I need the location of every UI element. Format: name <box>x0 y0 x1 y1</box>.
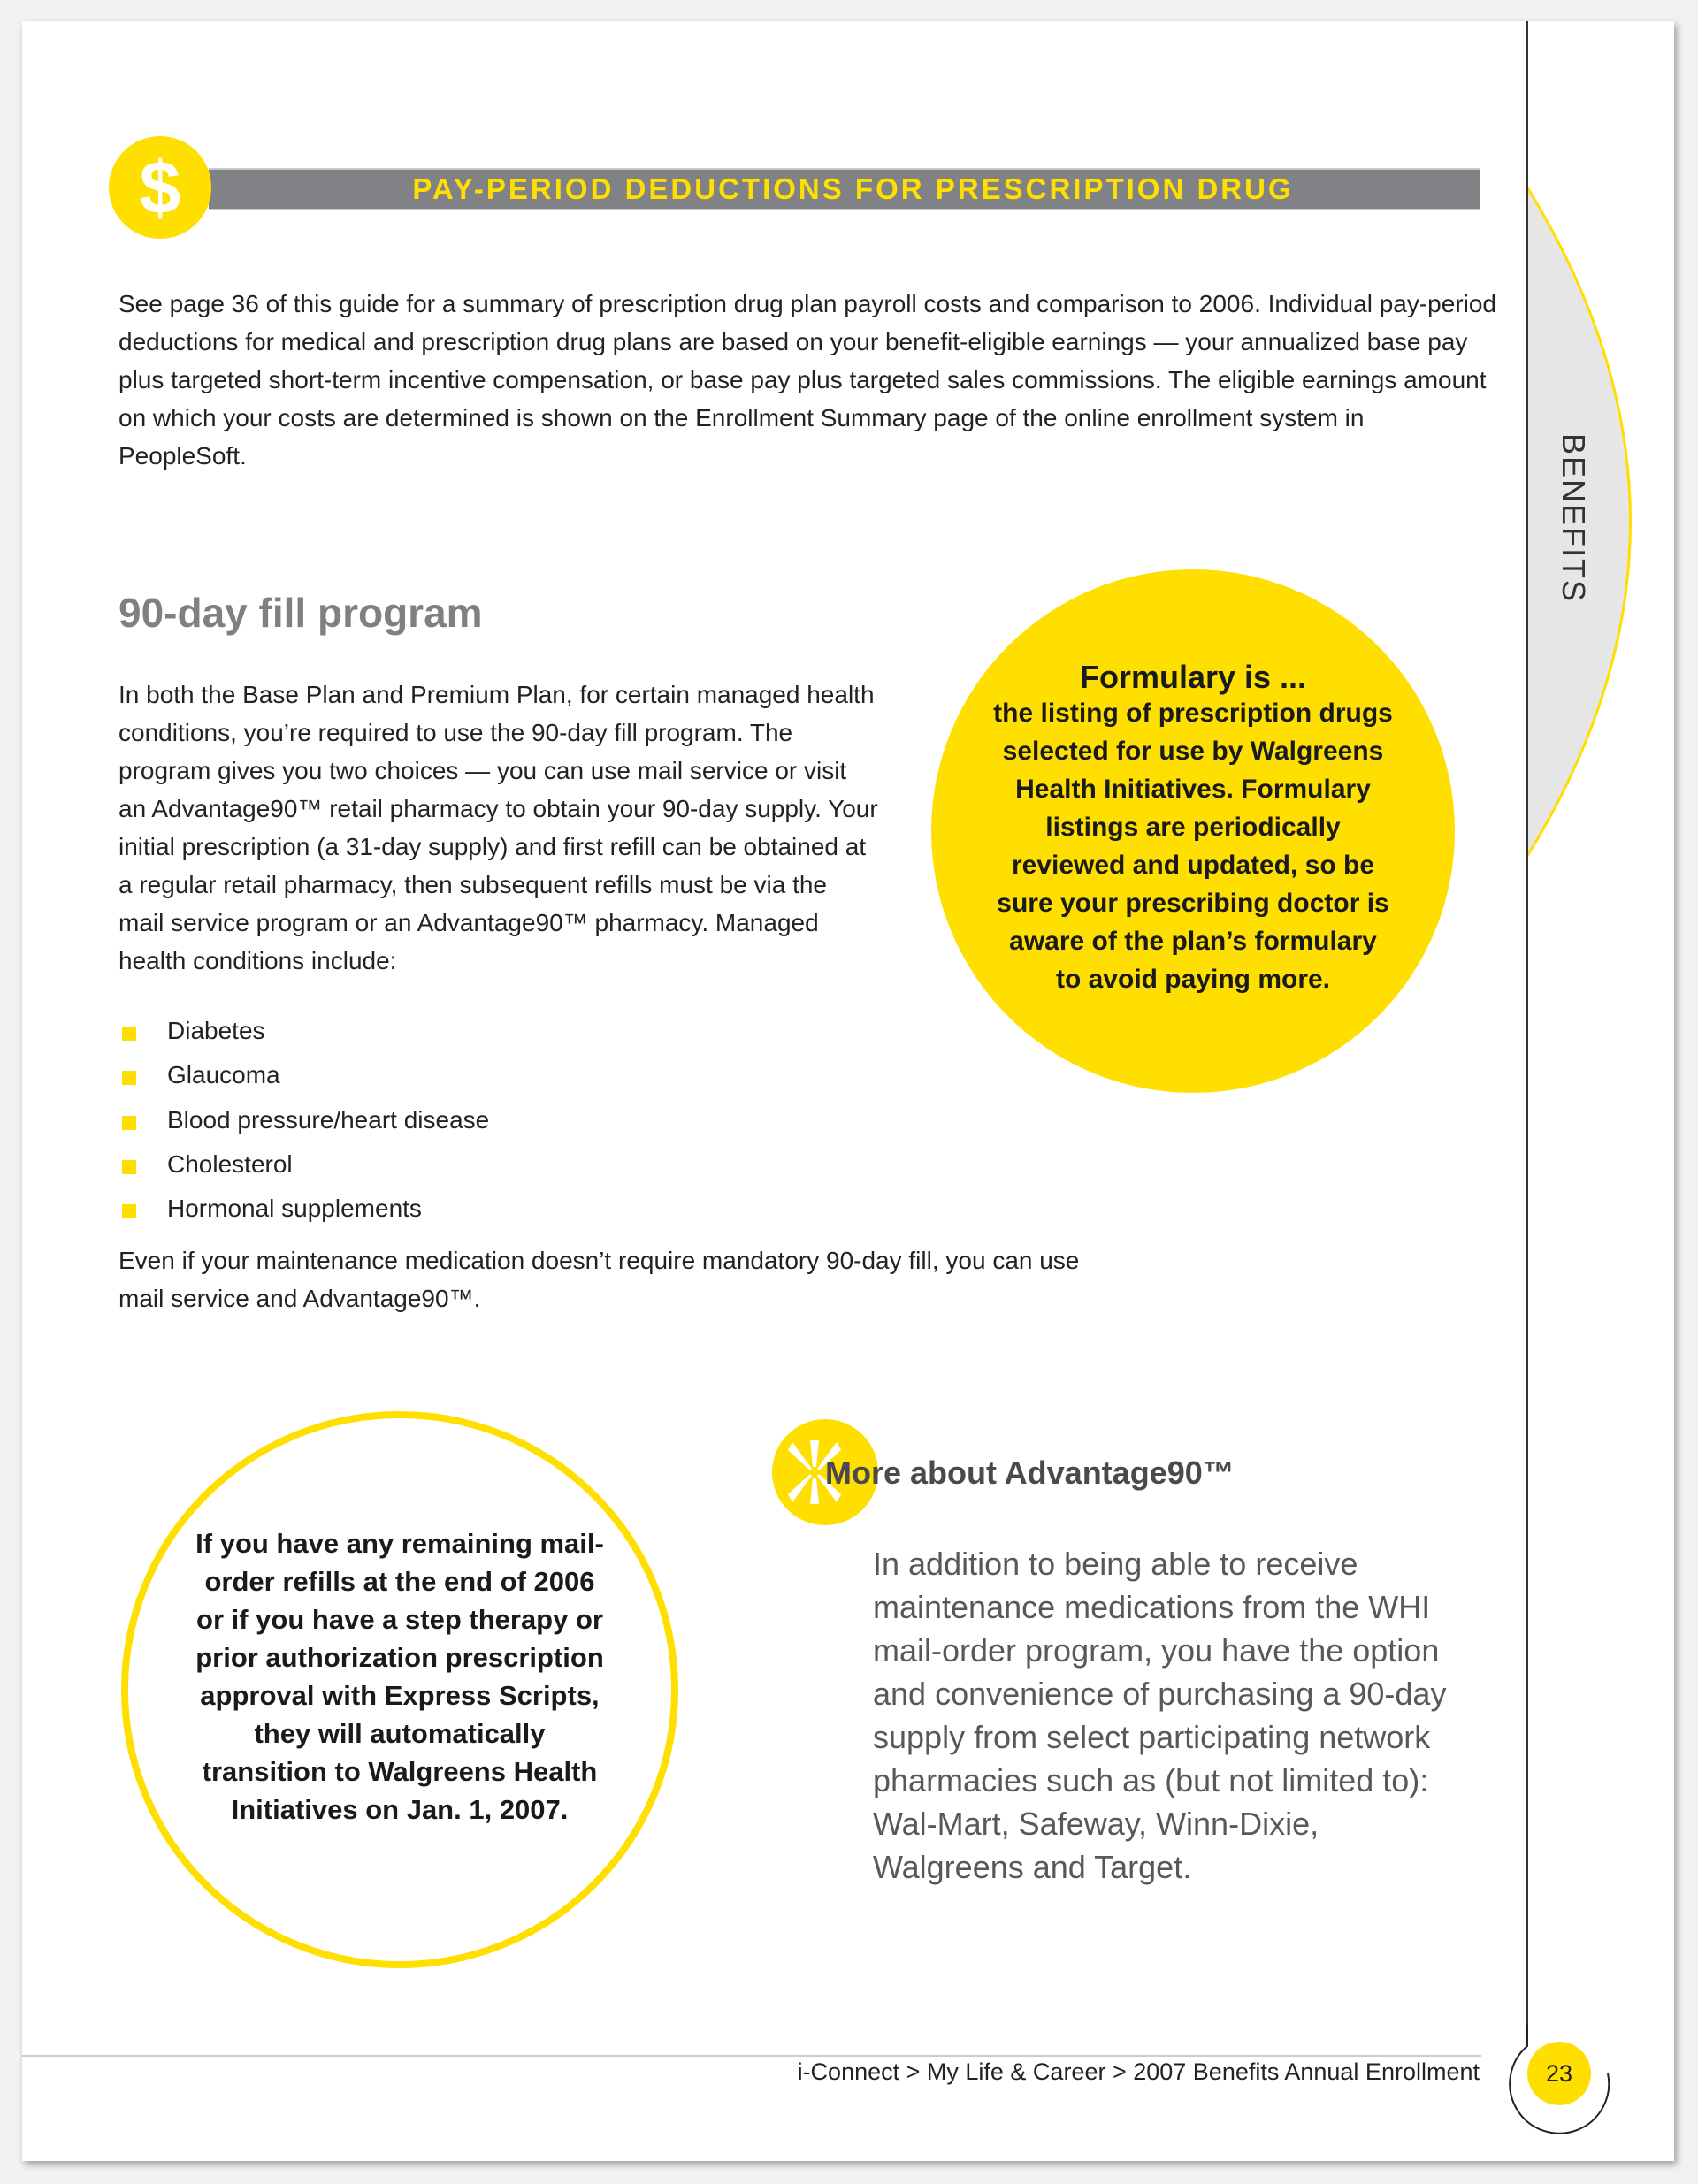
advantage-body: In addition to being able to receive maintenance medications from the WHI mail-order program, you have the option and convenience of purchasing a 90-day supply from select participating network pharmacies such as (but not limited to): Wal-Mart, Safeway, Winn-Dixie, Walgreens and Target. <box>873 1546 1447 1885</box>
fill-program-body: In both the Base Plan and Premium Plan, for certain managed health conditions, you’re required to use the 90-day fill program. The program gives you two choices — you can use mail service or visit an Advantage90™ retail pharmacy to obtain your 90-day supply. Your initial prescription (a 31-day supply) and first refill can be obtained at a regular retail pharmacy, then subsequent refills must be via the mail service program or an Advantage90™ pharmacy. Managed health conditions include: <box>119 681 878 974</box>
bullet-icon <box>122 1116 136 1130</box>
bullet-icon <box>122 1204 136 1218</box>
page-edge-line <box>1526 21 1528 2046</box>
bullet-icon <box>122 1027 136 1041</box>
advantage-heading: More about Advantage90™ <box>825 1455 1235 1491</box>
transition-callout <box>121 1411 678 1968</box>
bullet-icon <box>122 1071 136 1085</box>
side-tab-label: BENEFITS <box>1556 433 1592 604</box>
section-header-bar <box>209 168 1480 210</box>
dollar-icon: $ <box>109 136 211 239</box>
footer-divider <box>22 2055 1481 2057</box>
transition-text: If you have any remaining mail-order refills at the end of 2006 or if you have a step therapy or prior authorization prescription approval with Express Scripts, they will automatically transition to Walgreens Health Initiatives on Jan. 1, 2007. <box>195 1528 604 1825</box>
bullet-icon <box>122 1160 136 1174</box>
fill-program-heading: 90-day fill program <box>119 590 483 636</box>
section-title: PAY-PERIOD DEDUCTIONS FOR PRESCRIPTION DRUG <box>412 172 1294 205</box>
formulary-body: the listing of prescription drugs selected for use by Walgreens Health Initiatives. Formulary listings are periodically reviewed and updated, so be sure your prescribing doctor is aware of the plan’s formulary to avoid paying more. <box>993 699 1393 994</box>
footer-breadcrumb: i-Connect > My Life & Career > 2007 Benefits Annual Enrollment <box>797 2058 1480 2085</box>
formulary-title: Formulary is ... <box>1079 659 1307 695</box>
page-number: 23 <box>1527 2042 1591 2105</box>
formulary-callout <box>931 569 1455 1093</box>
intro-paragraph: See page 36 of this guide for a summary of prescription drug plan payroll costs and comparison to 2006. Individual pay-period deductions for medical and prescription drug plans are based on your benefit-eligible earnings — your annualized base pay plus targeted short-term incentive compensation, or base pay plus targeted sales commissions. The eligible earnings amount on which your costs are determined is shown on the Enrollment Summary page of the online enrollment system in PeopleSoft. <box>119 290 1497 470</box>
fill-note: Even if your maintenance medication doesn’t require mandatory 90-day fill, you can use mail service and Advantage90™. <box>119 1247 1080 1312</box>
